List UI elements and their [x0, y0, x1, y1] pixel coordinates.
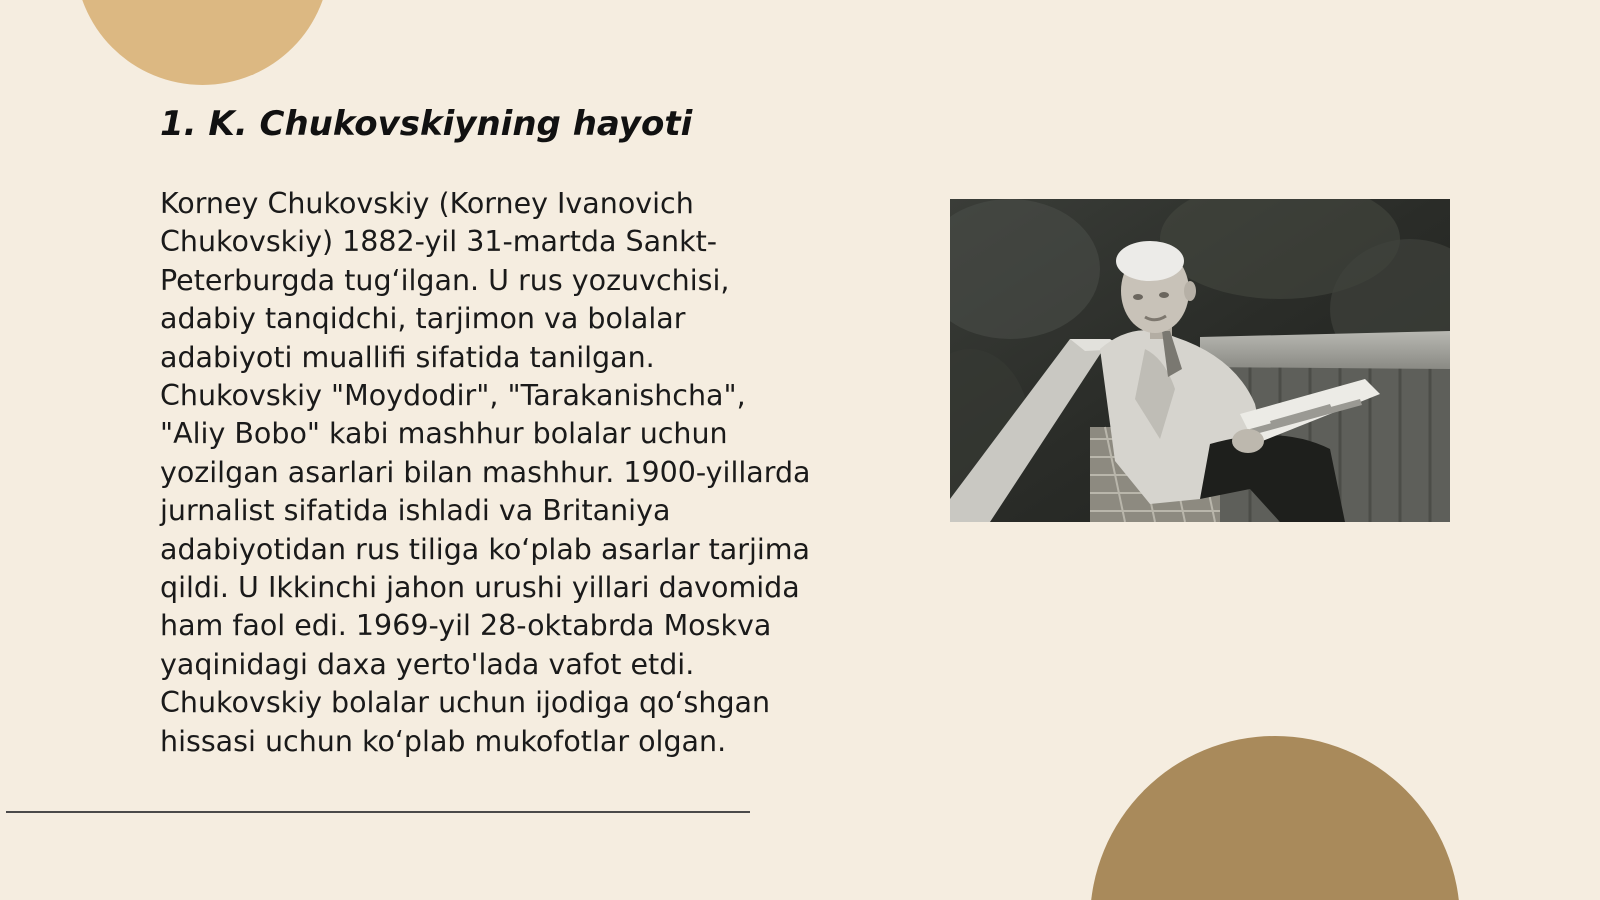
slide-title: 1. K. Chukovskiyning hayoti [160, 104, 693, 144]
portrait-photo [950, 199, 1450, 522]
slide-body-text [160, 185, 850, 761]
divider-line [6, 811, 750, 813]
body-line: yaqinidagi daxa yerto'lada vafot etdi. [160, 647, 695, 681]
body-line: Chukovskiy bolalar uchun ijodiga qo‘shgan [160, 686, 771, 720]
body-line: adabiyotidan rus tiliga ko‘plab asarlar tarjima [160, 532, 811, 566]
body-line: ham faol edi. 1969-yil 28-oktabrda Moskva [160, 609, 772, 643]
body-line: "Aliy Bobo" kabi mashhur bolalar uchun [160, 417, 728, 451]
body-line: hissasi uchun ko‘plab mukofotlar olgan. [160, 724, 727, 758]
decorative-circle-top [75, 0, 330, 85]
decorative-circle-bottom [1090, 736, 1460, 900]
body-line: Peterburgda tug‘ilgan. U rus yozuvchisi, [160, 263, 730, 297]
portrait-illustration [950, 199, 1450, 522]
body-line: adabiyoti muallifi sifatida tanilgan. [160, 340, 655, 374]
body-line: Korney Chukovskiy (Korney Ivanovich [160, 187, 694, 220]
body-line: Chukovskiy) 1882-yil 31-martda Sankt- [160, 225, 718, 259]
body-line: yozilgan asarlari bilan mashhur. 1900-yillarda [160, 455, 811, 489]
body-line: jurnalist sifatida ishladi va Britaniya [160, 494, 671, 528]
body-line: adabiy tanqidchi, tarjimon va bolalar [160, 302, 686, 336]
body-line: qildi. U Ikkinchi jahon urushi yillari davomida [160, 571, 800, 605]
body-line: Chukovskiy "Moydodir", "Tarakanishcha", [160, 379, 746, 413]
